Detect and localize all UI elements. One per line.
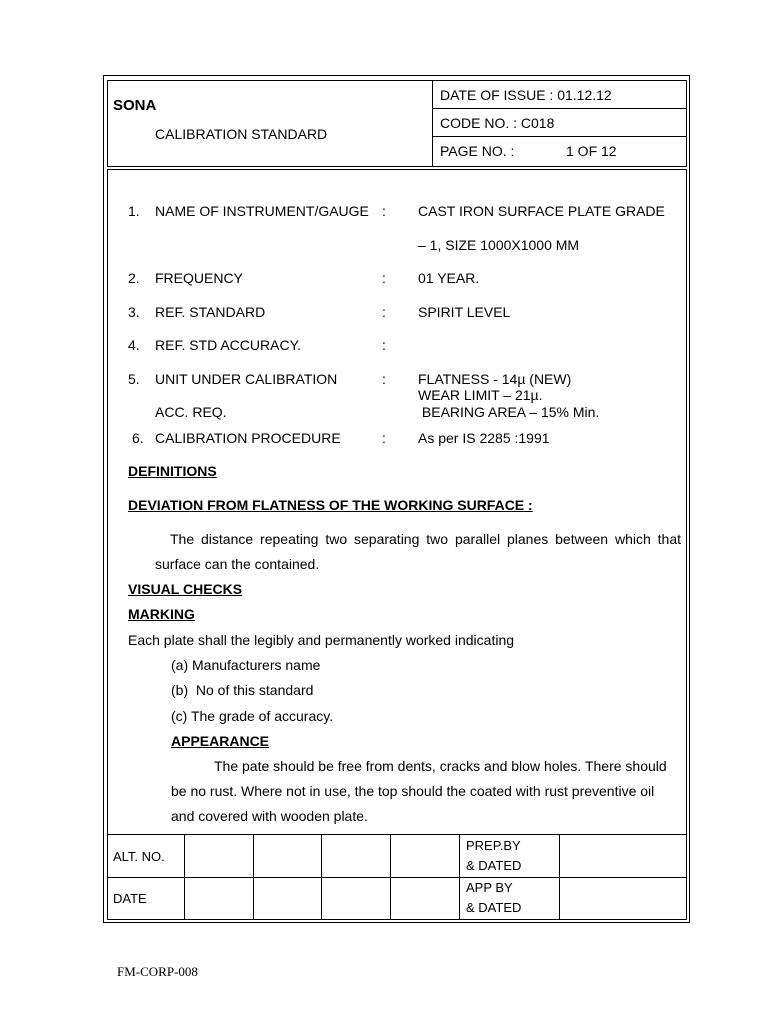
appearance-text-line-2: be no rust. Where not in use, the top should the coated with rust preventive oil: [171, 783, 655, 799]
item-5-value-3: BEARING AREA – 15% Min.: [418, 404, 600, 420]
footer-col-2: [253, 834, 254, 920]
footer-col-1: [184, 834, 185, 920]
date-of-issue: DATE OF ISSUE : 01.12.12: [440, 87, 612, 103]
prep-dated-label: & DATED: [466, 858, 522, 873]
deviation-heading: DEVIATION FROM FLATNESS OF THE WORKING SURFACE :: [128, 497, 533, 513]
page-no-value: 1 OF 12: [566, 143, 617, 159]
header-divider: [432, 80, 433, 167]
footer-col-4: [390, 834, 391, 920]
item-5-sep: :: [382, 371, 386, 387]
item-4-sep: :: [382, 337, 386, 353]
item-4-label: REF. STD ACCURACY.: [155, 337, 301, 353]
item-6-value: As per IS 2285 :1991: [418, 430, 550, 446]
header-row-line-1: [432, 108, 687, 109]
company-name: SONA: [113, 97, 157, 114]
page-no-label: PAGE NO. :: [440, 143, 515, 159]
footer-col-3: [321, 834, 322, 920]
marking-item-c: (c) The grade of accuracy.: [171, 708, 334, 724]
item-5-num: 5.: [128, 371, 140, 387]
marking-text: Each plate shall the legibly and permanently worked indicating: [128, 632, 515, 648]
item-4-num: 4.: [128, 337, 140, 353]
item-1-sep: :: [382, 203, 386, 219]
appearance-heading: APPEARANCE: [171, 733, 270, 749]
item-6-sep: :: [382, 430, 386, 446]
item-3-value: SPIRIT LEVEL: [418, 304, 511, 320]
code-no: CODE NO. : C018: [440, 115, 555, 131]
app-dated-label: & DATED: [466, 900, 522, 915]
item-6-label: CALIBRATION PROCEDURE: [155, 430, 341, 446]
appearance-text-line-1: The pate should be free from dents, cracks and blow holes. There should: [214, 758, 667, 774]
definitions-heading: DEFINITIONS: [128, 463, 217, 479]
visual-checks-heading: VISUAL CHECKS: [128, 581, 243, 597]
footer-col-5: [459, 834, 460, 920]
item-5-value-2: WEAR LIMIT – 21µ.: [418, 387, 543, 403]
item-1-label: NAME OF INSTRUMENT/GAUGE: [155, 203, 369, 219]
footer-col-6: [559, 834, 560, 920]
marking-item-b: (b) No of this standard: [171, 682, 314, 698]
item-5-value: FLATNESS - 14µ (NEW): [418, 371, 572, 387]
item-3-num: 3.: [128, 304, 140, 320]
appearance-text-line-3: and covered with wooden plate.: [171, 808, 368, 824]
item-3-label: REF. STANDARD: [155, 304, 266, 320]
app-by-label: APP BY: [466, 880, 513, 895]
date-label: DATE: [113, 891, 147, 906]
item-1-num: 1.: [128, 203, 140, 219]
item-1-value: CAST IRON SURFACE PLATE GRADE: [418, 203, 665, 219]
item-2-value: 01 YEAR.: [418, 270, 480, 286]
marking-heading: MARKING: [128, 606, 195, 622]
item-2-label: FREQUENCY: [155, 270, 243, 286]
prep-by-label: PREP.BY: [466, 838, 521, 853]
form-code: FM-CORP-008: [117, 964, 198, 979]
item-6-num: 6.: [132, 430, 144, 446]
deviation-text-line-2: surface can the contained.: [155, 556, 320, 572]
item-3-sep: :: [382, 304, 386, 320]
item-5-label: UNIT UNDER CALIBRATION: [155, 371, 338, 387]
footer-table-mid: [107, 877, 687, 878]
item-1-value-cont: – 1, SIZE 1000X1000 MM: [418, 237, 580, 253]
alt-no-label: ALT. NO.: [113, 849, 165, 864]
footer-table-top: [107, 834, 687, 835]
header-row-line-2: [432, 136, 687, 137]
item-2-num: 2.: [128, 270, 140, 286]
item-5-label-cont: ACC. REQ.: [155, 404, 227, 420]
item-2-sep: :: [382, 270, 386, 286]
deviation-text-line-1: The distance repeating two separating two parallel planes between which that: [170, 531, 681, 547]
marking-item-a: (a) Manufacturers name: [171, 657, 321, 673]
document-title: CALIBRATION STANDARD: [155, 126, 328, 142]
